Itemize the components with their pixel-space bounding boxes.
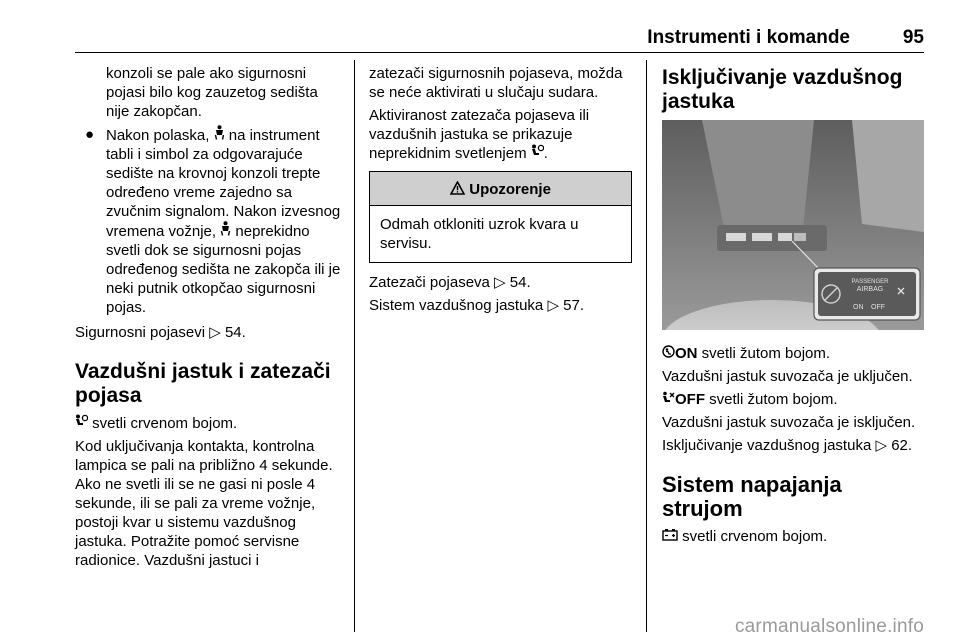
column-1 — [75, 64, 341, 574]
warning-body: Odmah otkloniti uzrok kvara u servisu. — [380, 216, 579, 252]
airbag-on-line: ON svetli žutom bojom. — [662, 344, 926, 363]
section-heading: Vazdušni jastuk i zatezači pojasa — [75, 360, 331, 407]
continued-text: zatezači sigurnosnih pojaseva, možda se neće aktivirati u slučaju sudara. — [369, 65, 623, 101]
column-3 — [662, 64, 926, 550]
page-reference-icon: ▷ — [494, 274, 506, 291]
cross-reference: Zatezači pojaseva ▷ 54. — [369, 274, 531, 291]
body-paragraph: Aktiviranost zatezača pojaseva ili vazdušnih jastuka se prikazuje neprekidnim svetlenjem . — [369, 107, 590, 162]
indicator-line: svetli crvenom bojom. — [75, 414, 341, 433]
seatbelt-icon — [220, 221, 231, 241]
section-heading: Sistem napajanja strujom — [662, 472, 842, 521]
airbag-on-icon — [662, 344, 675, 363]
photo-label-on: ON — [853, 304, 864, 311]
column-divider-2 — [646, 60, 647, 632]
airbag-on-description: Vazdušni jastuk suvozača je uključen. — [662, 368, 913, 385]
warning-header: Upozorenje — [370, 172, 631, 206]
cross-reference: Isključivanje vazdušnog jastuka ▷ 62. — [662, 437, 913, 454]
page-reference-icon: ▷ — [547, 297, 559, 314]
roof-console-illustration — [662, 120, 924, 330]
roof-console-photo — [662, 120, 924, 330]
cross-reference: Sistem vazdušnog jastuka ▷ 57. — [369, 297, 585, 314]
header-title: Instrumenti i komande — [647, 27, 850, 48]
seatbelt-icon — [214, 125, 225, 145]
continued-text: konzoli se pale ako sigurnosni pojasi bilo kog zauzetog sedišta nije zakopčan. — [106, 65, 318, 120]
airbag-icon — [531, 144, 544, 163]
photo-label-passenger: PASSENGER — [851, 279, 889, 285]
page-number: 95 — [902, 27, 924, 48]
cross-reference: Sigurnosni pojasevi ▷ 54. — [75, 324, 246, 341]
airbag-off-icon — [662, 390, 675, 409]
battery-icon — [662, 527, 678, 546]
warning-box — [369, 171, 632, 263]
battery-line: svetli crvenom bojom. — [662, 527, 926, 546]
header-rule — [75, 52, 924, 53]
bullet-dot: ● — [85, 126, 95, 143]
page-reference-icon: ▷ — [875, 437, 888, 454]
page-reference-icon: ▷ — [209, 324, 221, 341]
column-divider-1 — [354, 60, 355, 632]
watermark: carmanualsonline.info — [734, 616, 924, 637]
section-heading: Isključivanje vazdušnog jastuka — [662, 66, 903, 113]
airbag-off-line: OFF svetli žutom bojom. — [662, 390, 926, 409]
body-paragraph: Kod uključivanja kontakta, kontrolna lampica se pali na približno 4 sekunde. Ako ne svetli ili se ne gasi ni posle 4 sekunde, ili se pali za vreme vožnje, postoji kvar u sistemu vazdušnog jastuka. Potražite pomoć servisne radionice. Vazdušni jastuci i — [75, 438, 333, 569]
airbag-icon — [75, 414, 88, 433]
airbag-off-description: Vazdušni jastuk suvozača je isključen. — [662, 414, 916, 431]
column-2 — [369, 64, 632, 319]
photo-label-off: OFF — [871, 304, 885, 311]
warning-triangle-icon — [450, 181, 469, 198]
photo-label-airbag: AIRBAG — [856, 286, 884, 293]
bullet-item: ● Nakon polaska, na instrument tabli i simbol za odgovarajuće sedište na krovnoj konzoli trepte određeno vreme zajedno sa zvučnim signalom. Nakon izvesnog vremena vožnje, neprekidno svetli dok se sigurnosni pojas određenog sedišta ne zakopča ili je neki putnik otkopčao sigurnosni pojas. — [85, 126, 341, 316]
